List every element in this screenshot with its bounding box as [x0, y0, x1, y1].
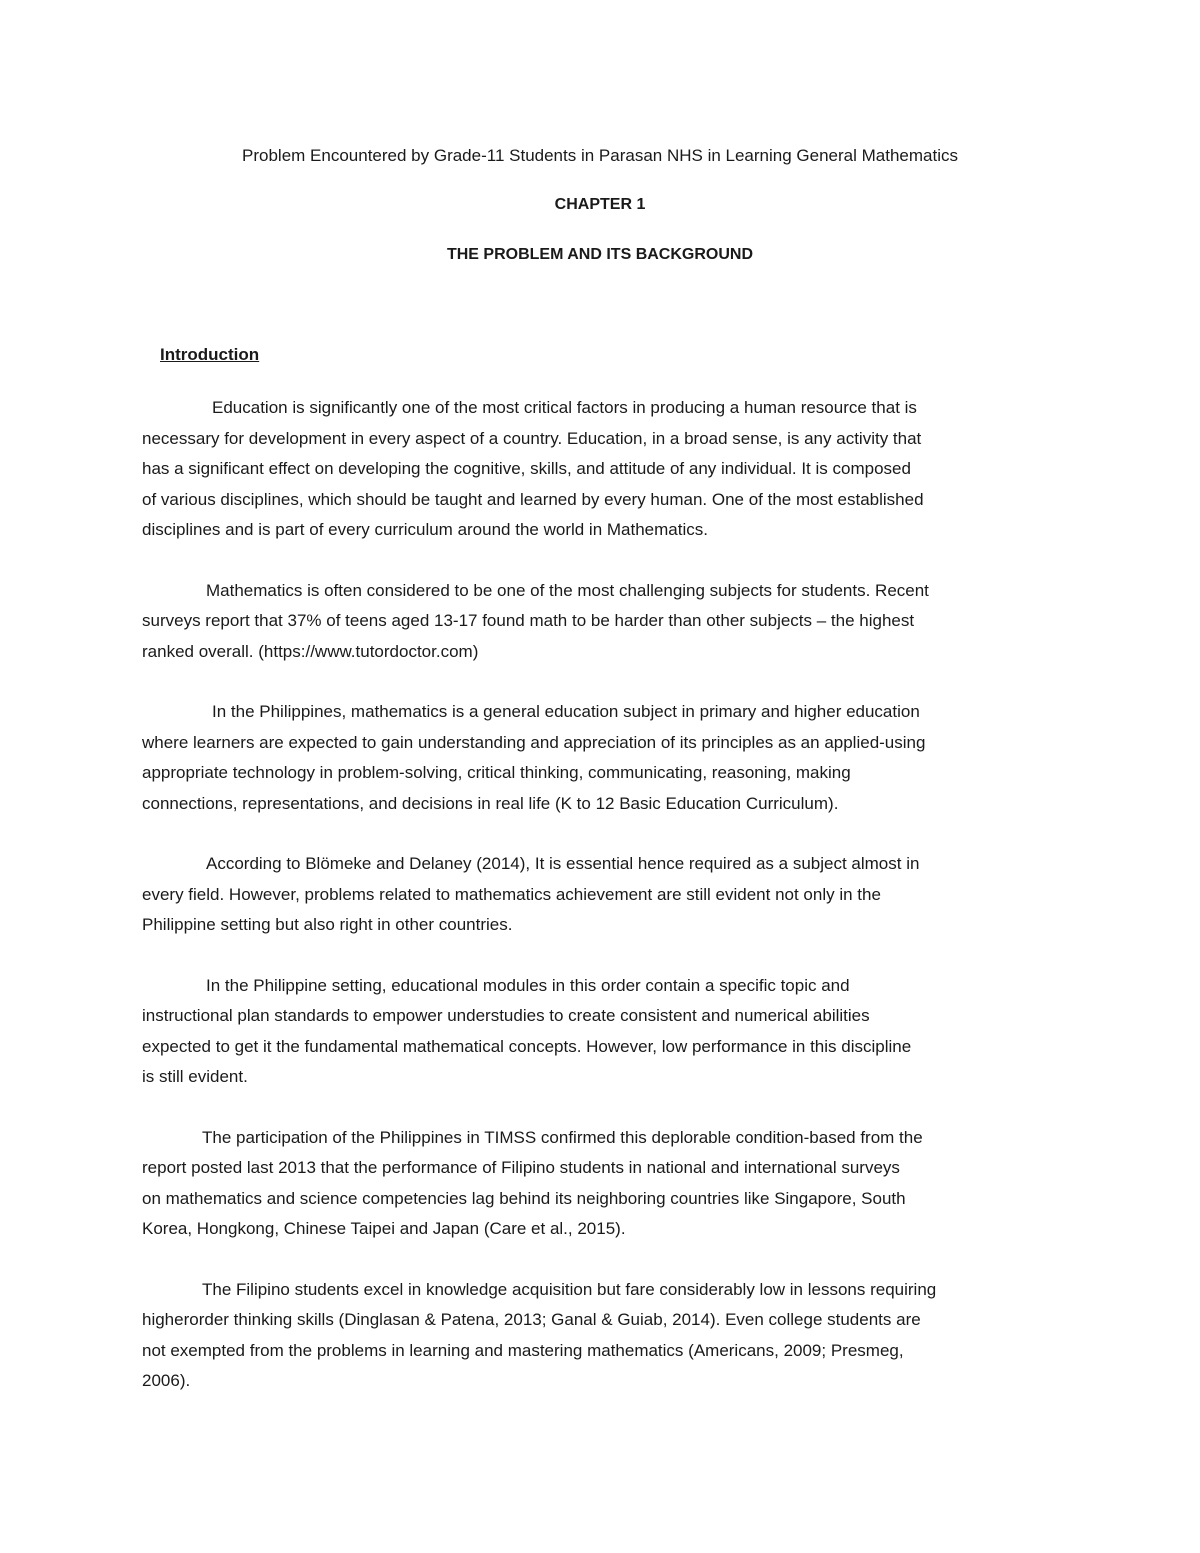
- paragraph-line: disciplines and is part of every curriculum around the world in Mathematics.: [142, 520, 708, 539]
- chapter-title: THE PROBLEM AND ITS BACKGROUND: [446, 246, 754, 263]
- paragraph: [142, 1123, 1062, 1245]
- paragraph-line: 2006).: [142, 1371, 191, 1390]
- section-heading-introduction: Introduction: [160, 345, 260, 364]
- paragraph: [142, 697, 1062, 819]
- paragraph-line: Korea, Hongkong, Chinese Taipei and Japan (Care et al., 2015).: [142, 1219, 626, 1238]
- paragraph: [142, 1275, 1062, 1397]
- paragraph-line: surveys report that 37% of teens aged 13-17 found math to be harder than other subjects – the highest: [142, 611, 915, 630]
- paragraph-line: Mathematics is often considered to be one of the most challenging subjects for students. Recent: [206, 580, 929, 600]
- paragraph-line: Philippine setting but also right in other countries.: [142, 915, 513, 934]
- paragraph-line: Education is significantly one of the most critical factors in producing a human resource that is: [212, 398, 917, 417]
- paragraph: [142, 393, 1062, 546]
- paragraph-line: report posted last 2013 that the performance of Filipino students in national and international surveys: [142, 1158, 900, 1177]
- paragraph-line: higherorder thinking skills (Dinglasan & Patena, 2013; Ganal & Guiab, 2014). Even college students are: [142, 1310, 921, 1329]
- paragraph-line: where learners are expected to gain understanding and appreciation of its principles as an applied-using: [142, 732, 926, 752]
- body-text: [142, 393, 1062, 1427]
- paragraph-line: necessary for development in every aspect of a country. Education, in a broad sense, is any activity that: [142, 428, 922, 448]
- paragraph-line: has a significant effect on developing the cognitive, skills, and attitude of any individual. It is composed: [142, 459, 911, 478]
- paragraph: [142, 576, 1062, 668]
- paragraph-line: is still evident.: [142, 1067, 248, 1086]
- paragraph-line: every field. However, problems related to mathematics achievement are still evident not only in the: [142, 884, 881, 904]
- paragraph-line: In the Philippines, mathematics is a general education subject in primary and higher education: [212, 702, 920, 721]
- paragraph: [142, 971, 1062, 1093]
- paragraph-line: instructional plan standards to empower understudies to create consistent and numerical abilities: [142, 1006, 870, 1025]
- document-title: Problem Encountered by Grade-11 Students in Parasan NHS in Learning General Mathematics: [242, 146, 958, 165]
- chapter-number: CHAPTER 1: [554, 196, 646, 213]
- paragraph-line: In the Philippine setting, educational modules in this order contain a specific topic and: [206, 975, 850, 995]
- paragraph-line: on mathematics and science competencies lag behind its neighboring countries like Singapore, South: [142, 1188, 906, 1208]
- paragraph-line: not exempted from the problems in learning and mastering mathematics (Americans, 2009; Presmeg,: [142, 1340, 904, 1360]
- paragraph-line: The Filipino students excel in knowledge acquisition but fare considerably low in lessons requiring: [202, 1279, 937, 1299]
- paragraph-line: According to Blömeke and Delaney (2014), It is essential hence required as a subject almost in: [206, 854, 920, 873]
- paragraph-line: expected to get it the fundamental mathematical concepts. However, low performance in this discipline: [142, 1036, 912, 1056]
- paragraph: [142, 849, 1062, 941]
- paragraph-line: ranked overall. (https://www.tutordoctor.com): [142, 641, 479, 661]
- paragraph-line: of various disciplines, which should be taught and learned by every human. One of the most established: [142, 489, 924, 509]
- paragraph-line: appropriate technology in problem-solving, critical thinking, communicating, reasoning, making: [142, 763, 851, 782]
- paragraph-line: The participation of the Philippines in TIMSS confirmed this deplorable condition-based from the: [202, 1127, 923, 1147]
- paragraph-line: connections, representations, and decisions in real life (K to 12 Basic Education Curriculum).: [142, 793, 839, 813]
